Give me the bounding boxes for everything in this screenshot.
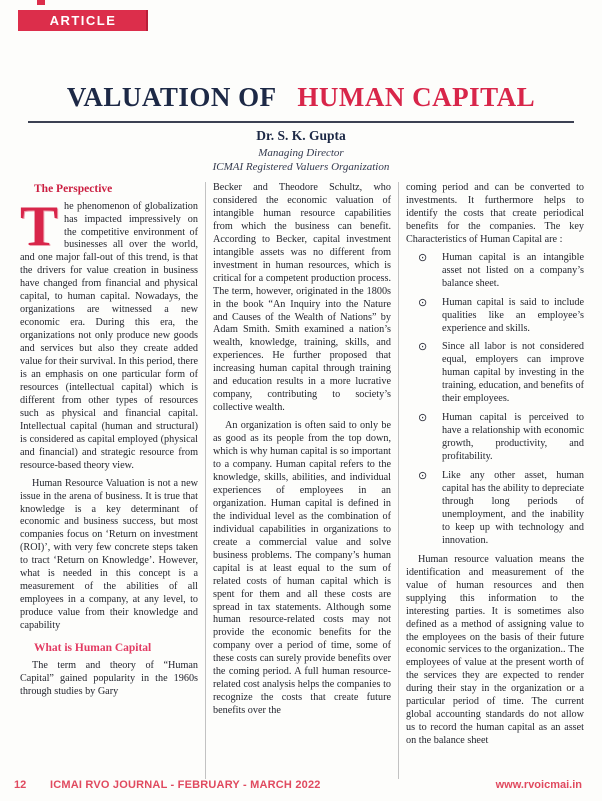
website-link[interactable]: www.rvoicmai.in (495, 779, 582, 791)
circled-dot-bullet-icon: ⊙ (418, 470, 428, 483)
page-title (0, 82, 602, 113)
list-item-text: Human capital is perceived to have a relationship with economic growth, productivity, and profitability. (442, 412, 584, 463)
list-item-text: Human capital is said to include qualities like an employee’s experience and skills. (442, 296, 584, 334)
circled-dot-bullet-icon: ⊙ (418, 341, 428, 354)
list-item (418, 341, 584, 406)
paragraph: Human resource valuation means the identification and measurement of the value of human resources and then supplying this information to the interesting parties. It is sometimes also defined as a method of assigning value to the employees on the basis of their future economic services to the organization.. The employees of value at the present worth of the services they are expected to render during their stay in the organization or a particular period of time. The current global accounting standards do not allow us to record the human capital as an asset on the balance sheet (406, 553, 584, 747)
journal-name: ICMAI RVO JOURNAL - FEBRUARY - MARCH 2022 (50, 779, 321, 791)
list-item (418, 297, 584, 336)
list-item-text: Since all labor is not considered equal, employers can improve human capital by investing in the training, education, and benefits of their employees. (442, 341, 584, 405)
page-title-space (283, 82, 290, 112)
list-item (418, 252, 584, 291)
paragraph (20, 194, 198, 473)
characteristics-list (406, 252, 584, 548)
article-body (20, 182, 584, 779)
column-1 (20, 182, 205, 779)
circled-dot-bullet-icon: ⊙ (418, 251, 428, 264)
circled-dot-bullet-icon: ⊙ (418, 412, 428, 425)
author-name: Dr. S. K. Gupta (256, 128, 346, 143)
circled-dot-bullet-icon: ⊙ (418, 296, 428, 309)
author-role: Managing Director (258, 147, 344, 159)
page-corner-mark (37, 0, 45, 5)
title-divider (28, 121, 574, 123)
page-title-part2: HUMAN CAPITAL (297, 82, 536, 112)
list-item-text: Human capital is an intangible asset not listed on a company’s balance sheet. (442, 251, 584, 289)
list-item-text: Like any other asset, human capital has the ability to depreciate through long periods of unemployment, and the inability to keep up with technology and innovation. (442, 470, 584, 546)
page-number: 12 (14, 779, 27, 791)
column-3 (398, 182, 584, 779)
paragraph: coming period and can be converted to investments. It furthermore helps to identify the costs that create periodical benefits for the companies. The key Characteristics of Human Capital are : (406, 182, 584, 245)
list-item (418, 412, 584, 464)
section-heading-perspective: The Perspective (34, 183, 113, 195)
paragraph: Human Resource Valuation is not a new issue in the arena of business. It is true that knowledge is a key determinant of economic and business success, but most companies focus on ‘Return on investment (ROI)’, with very few concrete steps taken to tract ‘Return on Knowledge’. However, what is needed in this concept is a measurement of the abilities of all employees in a company, at any level, to produce value from their knowledge and capability (20, 477, 198, 632)
dropcap-letter: T (20, 194, 59, 258)
page-footer (0, 779, 602, 795)
section-heading-what-is-human-capital: What is Human Capital (34, 642, 152, 655)
author-organization: ICMAI Registered Valuers Organization (212, 160, 390, 173)
list-item (418, 470, 584, 548)
paragraph: The term and theory of “Human Capital” gained popularity in the 1960s through studies by Gary (20, 659, 198, 697)
page-title-part1: VALUATION OF (66, 82, 276, 112)
column-2 (205, 182, 398, 779)
paragraph: Becker and Theodore Schultz, who considered the economic valuation of intangible human resource capabilities from which the business can benefit. According to Becker, capital investment intangible assets was no different from investment in human resources, which is critical for a competent production process. The term, however, originated in the 1800s in the book “An Inquiry into the Nature and Causes of the Wealth of Nations” by Adam Smith. Smith examined a nation’s wealth, knowledge, training, skills, and experiences. He further proposed that increasing human capital through training and education results in a more lucrative company, contributing to society’s collective wealth. (213, 182, 391, 414)
author-block (0, 128, 602, 175)
article-badge-label: ARTICLE (49, 13, 117, 28)
paragraph-text: he phenomenon of globalization has impacted impressively on the competitive environment of businesses all over the world, and one major fall-out of this trend, is that the drivers for value creation in business have changed from financial and physical capital, to human capital. Nowadays, the organizations are witnessed a new economic era. During this era, the organizations not only produce new goods and services but also they create added value for their survival. In this period, there is an emphasis on one particular form of resources (intellectual capital) which is different from other types of resources such as physical and financial capital. Intellectual capital (human and structural) is considered as capital employed (physical and financial) and strategic resource from resource-based theory view. (20, 200, 198, 471)
paragraph: An organization is often said to only be as good as its people from the top down, which is why human capital is so important to a company. Human capital refers to the knowledge, skills, abilities, and individual experiences of employees in an organization. Human capital is defined in the individual level as the combination of individual capabilities in organizations to create a commercial value and solve business problems. The company’s human capital is at least equal to the sum of related costs of human capital which is spent for them and all these costs are spread in tax statements. Although some human resource-related costs may not provide the economic benefits for the company over a period of time, some of these costs can surely provide benefits over the coming period. A full human resource-related cost analysis helps the companies to recognize the costs that create future benefits over the (213, 420, 391, 717)
article-badge (18, 10, 148, 31)
